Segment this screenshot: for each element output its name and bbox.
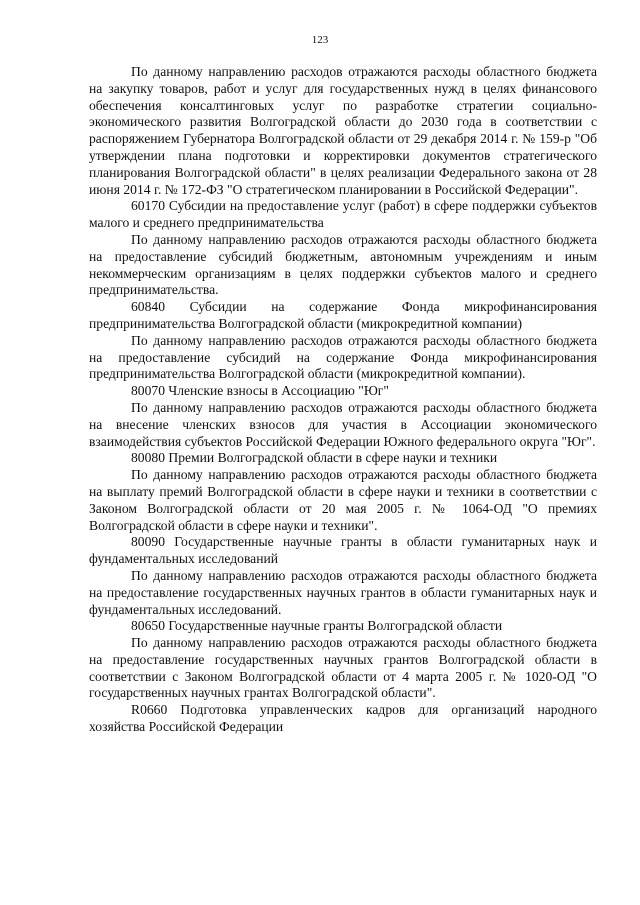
paragraph-80090: По данному направлению расходов отражаются расходы областного бюджета на предоставление государственных научных грантов в области гуманитарных наук и фундаментальных исследований. <box>89 567 597 617</box>
paragraph-80650: По данному направлению расходов отражаются расходы областного бюджета на предоставление государственных научных грантов Волгоградской области в соответствии с Законом Волгоградской области от 4 марта 2005 г. № 1020-ОД "О государственных научных грантах Волгоградской области". <box>89 635 597 701</box>
paragraph-80070: По данному направлению расходов отражаются расходы областного бюджета на внесение членских взносов для участия в Ассоциации экономического взаимодействия субъектов Российской Федерации Южного федерального округа "Юг". <box>89 399 597 449</box>
heading-80090: 80090 Государственные научные гранты в области гуманитарных наук и фундаментальных исследований <box>89 534 597 567</box>
paragraph-60170: По данному направлению расходов отражаются расходы областного бюджета на предоставление субсидий бюджетным, автономным учреждениям и иным некоммерческим организациям в целях поддержки субъектов малого и среднего предпринимательства. <box>89 231 597 298</box>
heading-60170: 60170 Субсидии на предоставление услуг (работ) в сфере поддержки субъектов малого и среднего предпринимательства <box>89 198 597 231</box>
heading-80650: 80650 Государственные научные гранты Волгоградской области <box>131 618 503 634</box>
paragraph-80080: По данному направлению расходов отражаются расходы областного бюджета на выплату премий Волгоградской области в сфере науки и техники в соответствии с Законом Волгоградской области от 20 мая 2005 г. № 1064-ОД "О премиях Волгоградской области в сфере науки и техники". <box>89 467 597 533</box>
page-number: 123 <box>311 34 329 46</box>
heading-80070: 80070 Членские взносы в Ассоциацию "Юг" <box>131 383 389 399</box>
paragraph-60840: По данному направлению расходов отражаются расходы областного бюджета на предоставление субсидий на содержание Фонда микрофинансирования предпринимательства Волгоградской области (микрокредитной компании). <box>89 332 597 382</box>
heading-60840: 60840 Субсидии на содержание Фонда микрофинансирования предпринимательства Волгоградской области (микрокредитной компании) <box>89 299 597 331</box>
document-body <box>89 64 597 736</box>
paragraph-consulting-strategy: По данному направлению расходов отражаются расходы областного бюджета на закупку товаров, работ и услуг для государственных нужд в целях финансового обеспечения консалтинговых услуг по разработке стратегии социально-экономического развития Волгоградской области до 2030 года в соответствии с распоряжением Губернатора Волгоградской области от 29 декабря 2014 г. № 159-р "Об утверждении плана подготовки и корректировки документов стратегического планирования Волгоградской области" в целях реализации Федерального закона от 28 июня 2014 г. № 172-ФЗ "О стратегическом планировании в Российской Федерации". <box>89 64 597 197</box>
heading-r0660: R0660 Подготовка управленческих кадров для организаций народного хозяйства Российской Федерации <box>89 702 597 735</box>
heading-80080: 80080 Премии Волгоградской области в сфере науки и техники <box>131 450 498 466</box>
